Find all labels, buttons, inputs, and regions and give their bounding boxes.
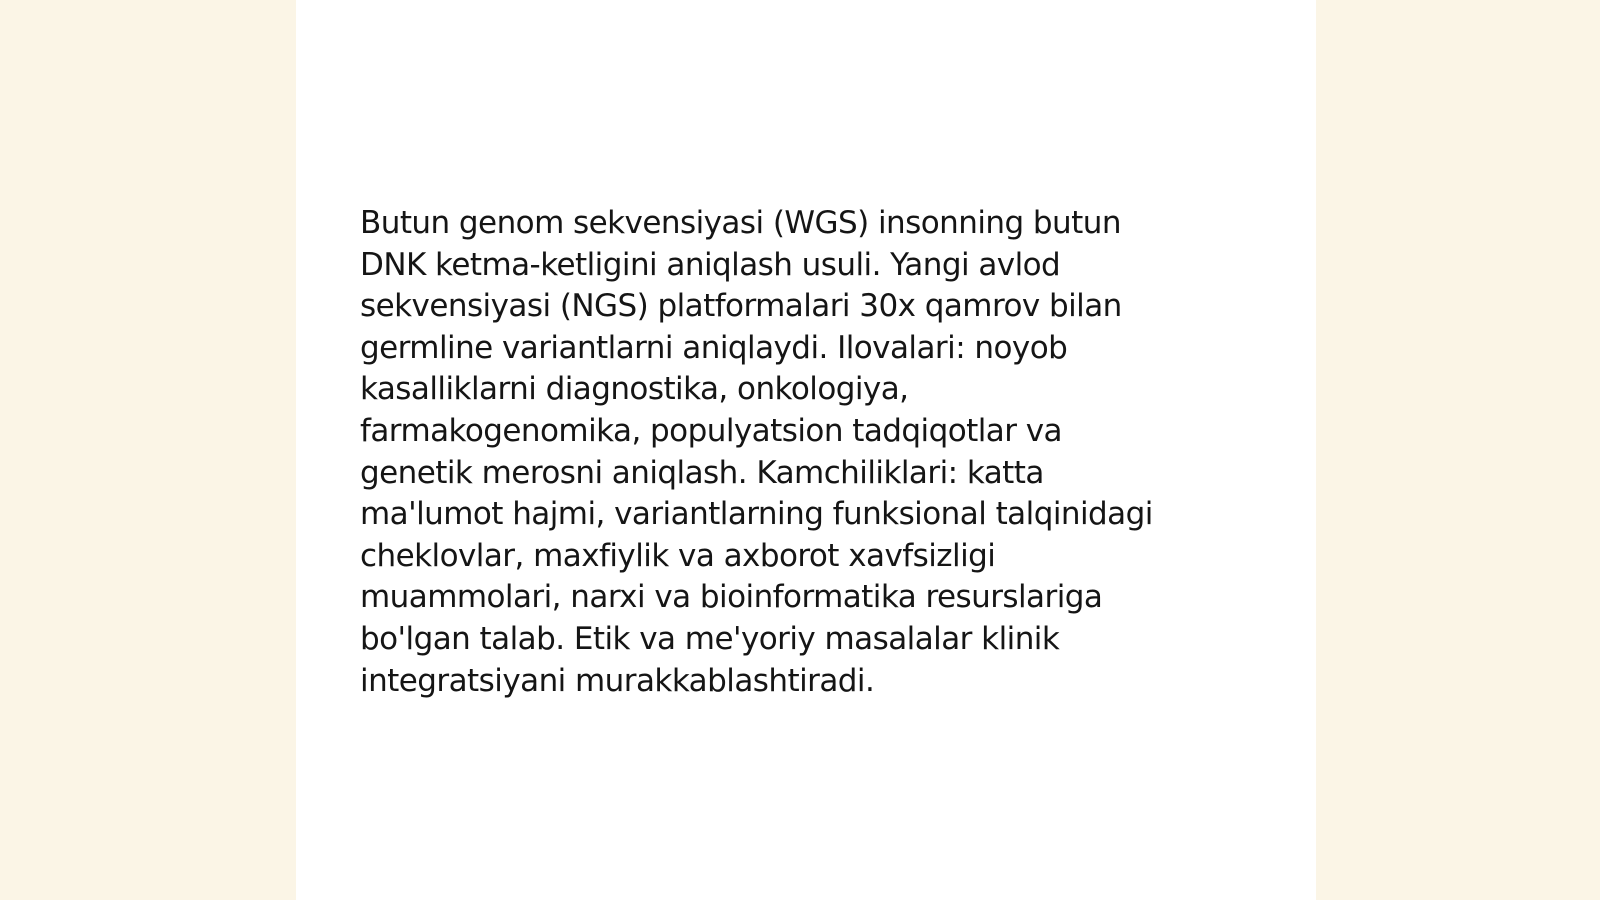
text-line: cheklovlar, maxfiylik va axborot xavfsizligi [360,537,996,574]
text-line: integratsiyani murakkablashtiradi. [360,662,875,699]
document-page [296,0,1316,900]
text-line: genetik merosni aniqlash. Kamchiliklari: katta [360,454,1044,491]
text-line: kasalliklarni diagnostika, onkologiya, [360,371,909,408]
body-paragraph [360,203,1240,702]
text-line: DNK ketma-ketligini aniqlash usuli. Yangi avlod [360,246,1061,283]
text-line: Butun genom sekvensiyasi (WGS) insonning butun [360,205,1121,241]
text-line: bo'lgan talab. Etik va me'yoriy masalalar klinik [360,620,1060,657]
text-line: muammolari, narxi va bioinformatika resurslariga [360,579,1103,616]
text-line: sekvensiyasi (NGS) platformalari 30x qamrov bilan [360,288,1122,325]
text-line: germline variantlarni aniqlaydi. Ilovalari: noyob [360,329,1068,366]
text-line: ma'lumot hajmi, variantlarning funksional talqinidagi [360,496,1153,533]
text-line: farmakogenomika, populyatsion tadqiqotlar va [360,412,1062,449]
